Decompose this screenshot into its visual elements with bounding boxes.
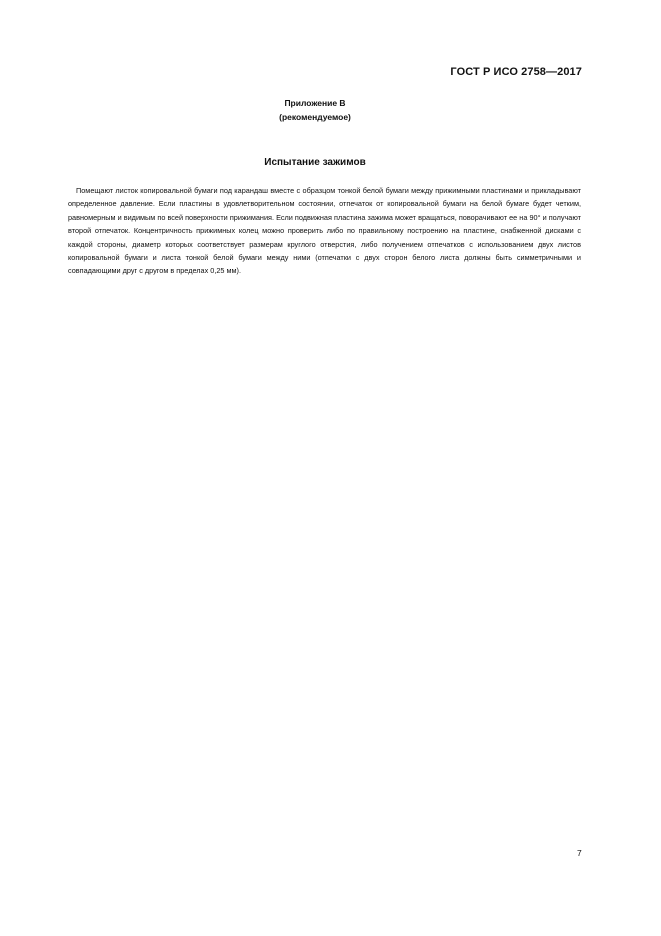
appendix-status: (рекомендуемое) (279, 112, 351, 122)
page-number: 7 (577, 848, 582, 858)
body-paragraph: Помещают листок копировальной бумаги под карандаш вместе с образцом тонкой белой бумаги между прижимными пластинами и прикладывают определенное давление. Если пластины в удовлетворительном состоянии, отпечаток от копировальной бумаги на белой бумаге будет четким, равномерным и видимым по всей поверхности прижимания. Если подвижная пластина зажима может вращаться, поворачивают ее на 90° и получают второй отпечаток. Концентричность прижимных колец можно проверить либо по правильному построению на пластине, снабженной дисками с каждой стороны, диаметр которых соответствует размерам круглого отверстия, либо получением отпечатков с использованием двух листов копировальной бумаги и листа тонкой белой бумаги между ними (отпечатки с двух сторон белого листа должны быть симметричными и совпадающими друг с другом в пределах 0,25 мм). (68, 186, 581, 276)
appendix-title: Приложение В (284, 98, 346, 108)
standard-code-header: ГОСТ Р ИСО 2758—2017 (450, 66, 582, 78)
appendix-heading (0, 96, 630, 124)
section-title: Испытание зажимов (264, 157, 366, 168)
